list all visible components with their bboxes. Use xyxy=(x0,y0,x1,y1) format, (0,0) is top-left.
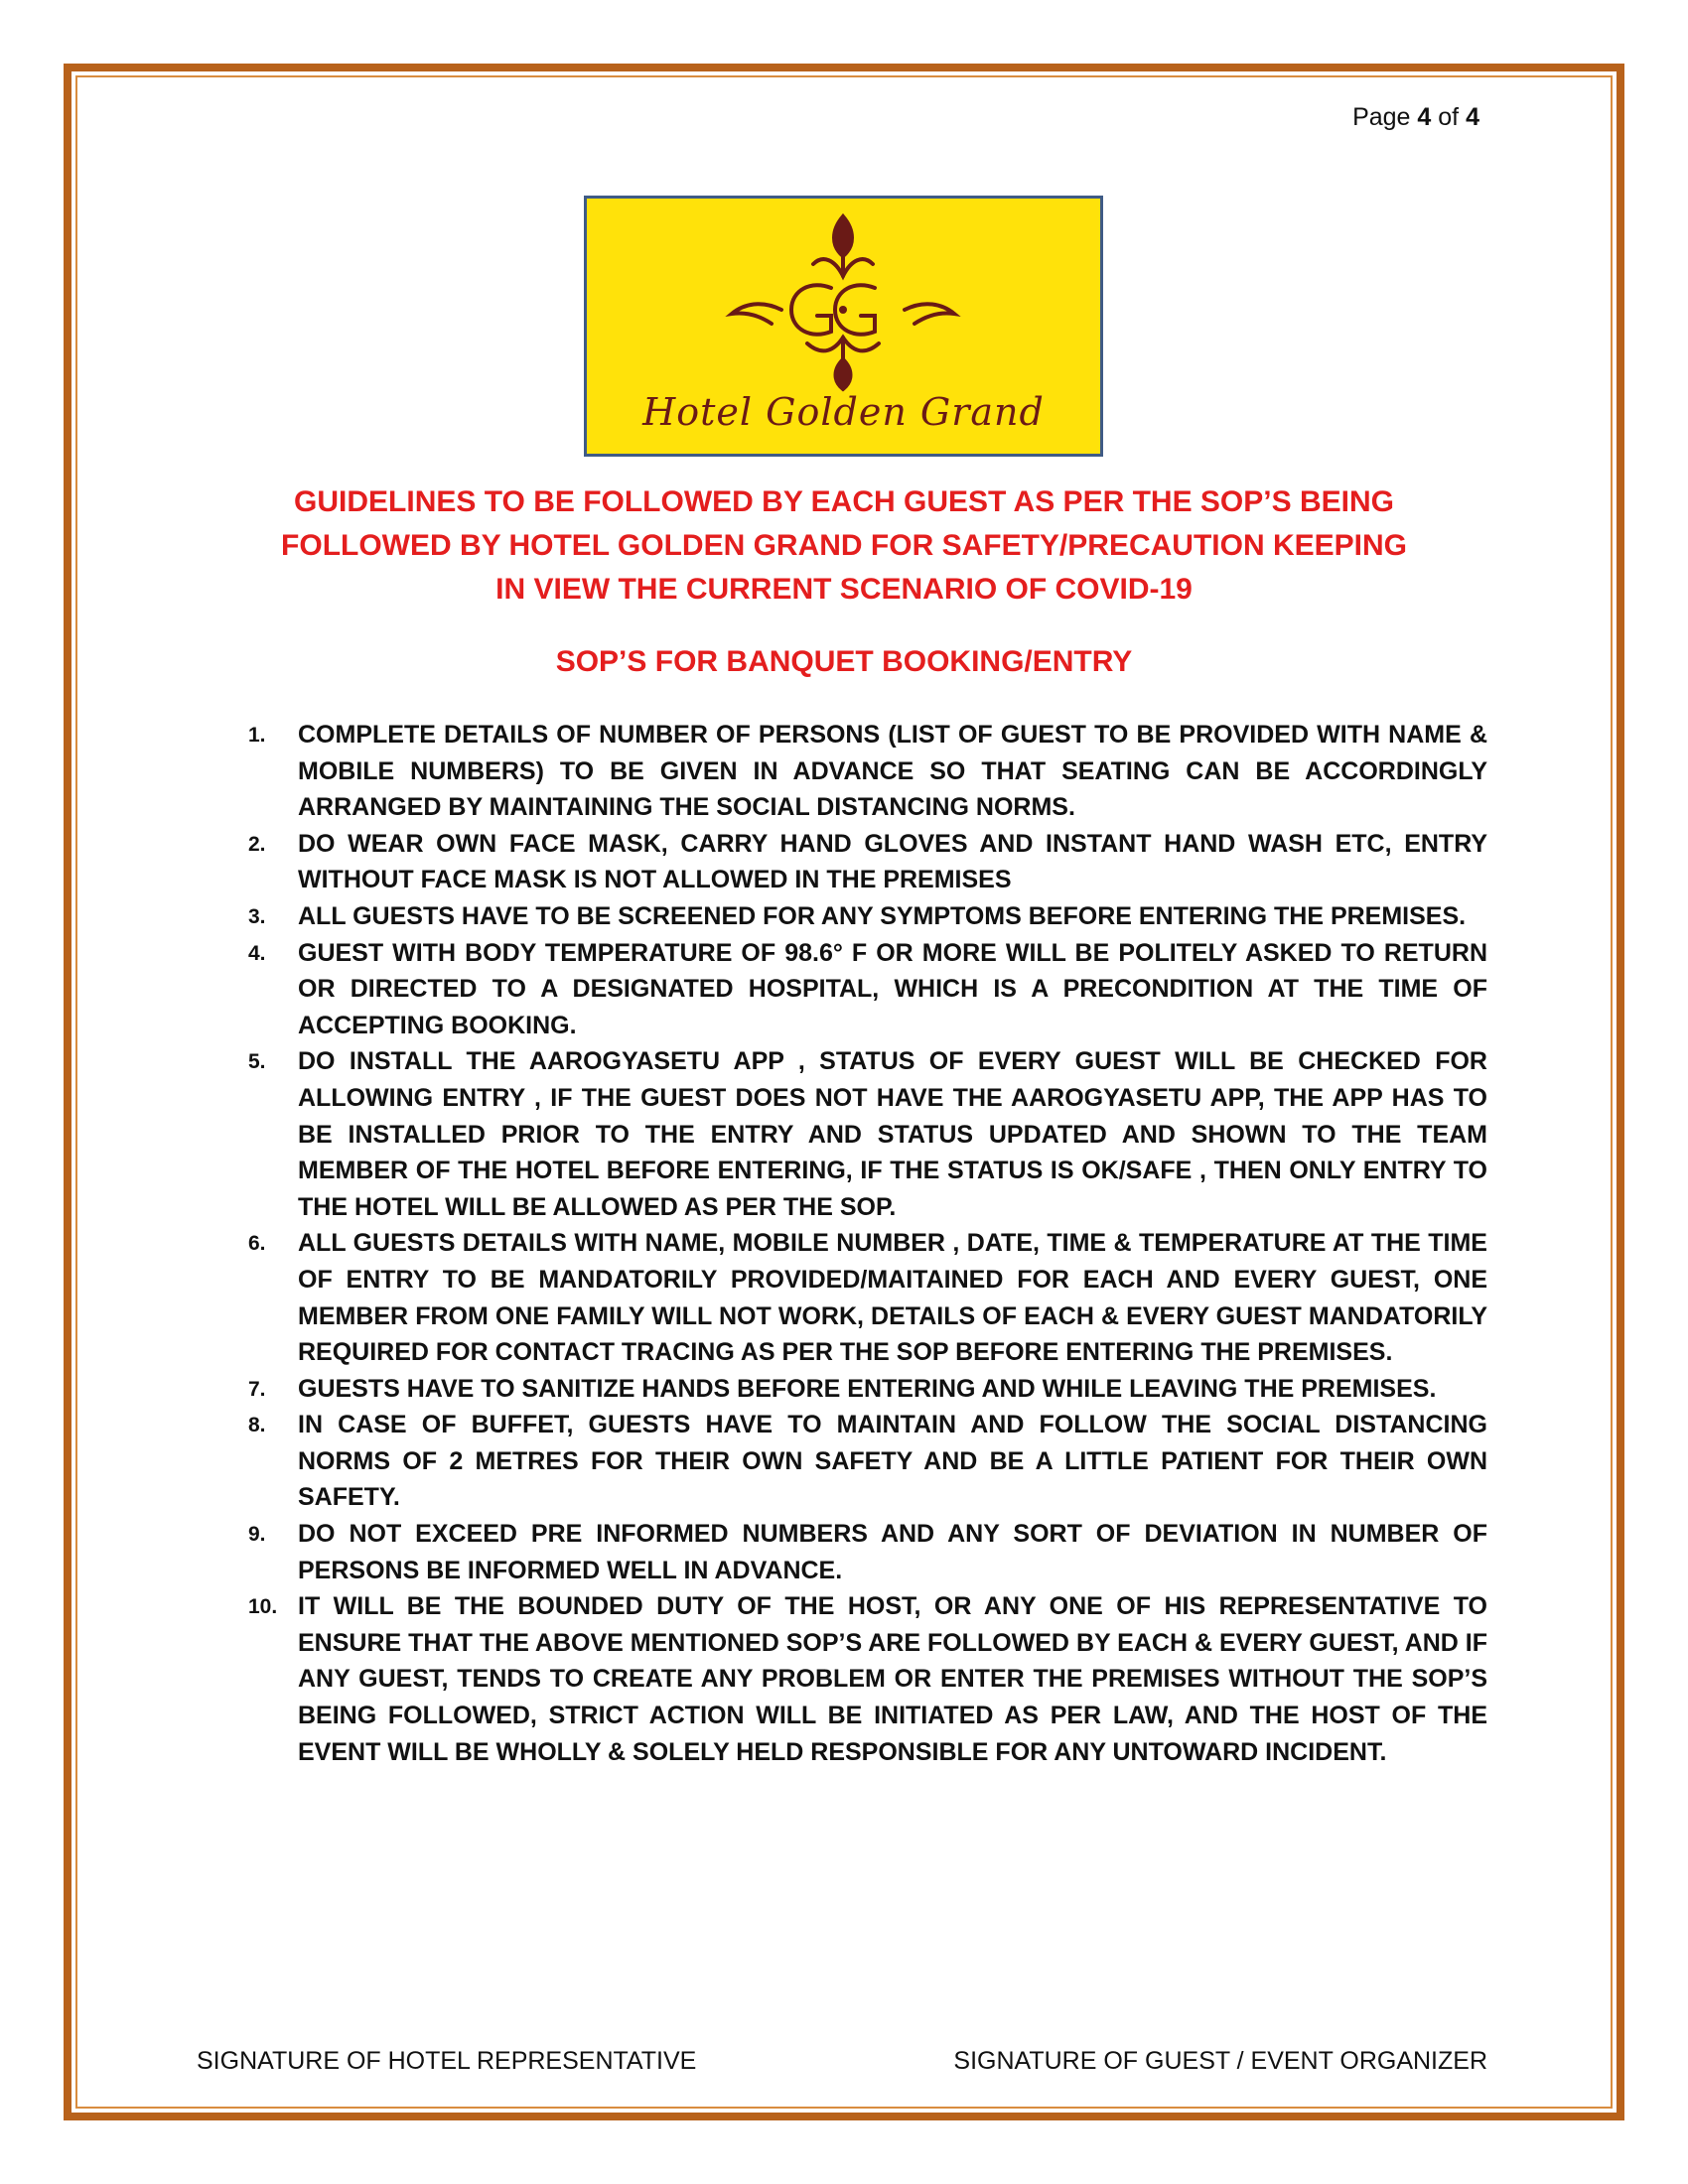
heading-line-1: GUIDELINES TO BE FOLLOWED BY EACH GUEST AS PER THE SOP’S BEING xyxy=(294,485,1394,518)
list-item xyxy=(228,1588,1487,1770)
list-number: 7. xyxy=(248,1377,266,1401)
page-label: Page xyxy=(1352,103,1411,131)
list-text: GUESTS HAVE TO SANITIZE HANDS BEFORE ENTERING AND WHILE LEAVING THE PREMISES. xyxy=(298,1374,1437,1403)
list-item xyxy=(228,1516,1487,1588)
hotel-logo xyxy=(584,196,1103,457)
heading-line-2: FOLLOWED BY HOTEL GOLDEN GRAND FOR SAFETY/PRECAUTION KEEPING xyxy=(281,529,1407,562)
list-number: 5. xyxy=(248,1050,266,1074)
list-text: DO WEAR OWN FACE MASK, CARRY HAND GLOVES AND INSTANT HAND WASH ETC, ENTRY WITHOUT FACE MASK IS NOT ALLOWED IN THE PREMISES xyxy=(298,829,1487,894)
guidelines-list xyxy=(228,717,1487,1770)
list-text: IT WILL BE THE BOUNDED DUTY OF THE HOST, OR ANY ONE OF HIS REPRESENTATIVE TO ENSURE THAT THE ABOVE MENTIONED SOP’S ARE FOLLOWED BY EACH & EVERY GUEST, AND IF ANY GUEST, TENDS TO CREATE ANY PROBLEM OR ENTER THE PREMISES WITHOUT THE SOP’S BEING FOLLOWED, STRICT ACTION WILL BE INITIATED AS PER LAW, AND THE HOST OF THE EVENT WILL BE WHOLLY & SOLELY HELD RESPONSIBLE FOR ANY UNTOWARD INCIDENT. xyxy=(298,1592,1487,1766)
list-number: 2. xyxy=(248,832,266,856)
list-text: GUEST WITH BODY TEMPERATURE OF 98.6° F OR MORE WILL BE POLITELY ASKED TO RETURN OR DIRECTED TO A DESIGNATED HOSPITAL, WHICH IS A PRECONDITION AT THE TIME OF ACCEPTING BOOKING. xyxy=(298,938,1487,1039)
list-item xyxy=(228,1407,1487,1516)
list-text: COMPLETE DETAILS OF NUMBER OF PERSONS (LIST OF GUEST TO BE PROVIDED WITH NAME & MOBILE NUMBERS) TO BE GIVEN IN ADVANCE SO THAT SEATING CAN BE ACCORDINGLY ARRANGED BY MAINTAINING THE SOCIAL DISTANCING NORMS. xyxy=(298,721,1487,822)
guidelines-heading xyxy=(149,480,1539,612)
list-number: 10. xyxy=(248,1595,278,1619)
page-total: 4 xyxy=(1466,103,1479,131)
logo-wordmark: Hotel Golden Grand xyxy=(642,390,1045,434)
list-number: 1. xyxy=(248,724,266,747)
heading-line-3: IN VIEW THE CURRENT SCENARIO OF COVID-19 xyxy=(495,573,1193,606)
list-number: 8. xyxy=(248,1414,266,1437)
list-item xyxy=(228,717,1487,826)
list-text: ALL GUESTS DETAILS WITH NAME, MOBILE NUMBER , DATE, TIME & TEMPERATURE AT THE TIME OF ENTRY TO BE MANDATORILY PROVIDED/MAITAINED FOR EACH AND EVERY GUEST, ONE MEMBER FROM ONE FAMILY WILL NOT WORK, DETAILS OF EACH & EVERY GUEST MANDATORILY REQUIRED FOR CONTACT TRACING AS PER THE SOP BEFORE ENTERING THE PREMISES. xyxy=(298,1229,1487,1367)
list-text: DO INSTALL THE AAROGYASETU APP , STATUS OF EVERY GUEST WILL BE CHECKED FOR ALLOWING ENTRY , IF THE GUEST DOES NOT HAVE THE AAROGYASETU APP, THE APP HAS TO BE INSTALLED PRIOR TO THE ENTRY AND STATUS UPDATED AND SHOWN TO THE TEAM MEMBER OF THE HOTEL BEFORE ENTERING, IF THE STATUS IS OK/SAFE , THEN ONLY ENTRY TO THE HOTEL WILL BE ALLOWED AS PER THE SOP. xyxy=(298,1047,1487,1221)
list-item xyxy=(228,935,1487,1044)
section-title: SOP’S FOR BANQUET BOOKING/ENTRY xyxy=(555,645,1133,678)
list-item xyxy=(228,1225,1487,1370)
list-item xyxy=(228,826,1487,898)
hotel-signature-label: SIGNATURE OF HOTEL REPRESENTATIVE xyxy=(197,2047,697,2075)
list-number: 4. xyxy=(248,941,266,965)
list-item xyxy=(228,1043,1487,1225)
list-text: DO NOT EXCEED PRE INFORMED NUMBERS AND ANY SORT OF DEVIATION IN NUMBER OF PERSONS BE INFORMED WELL IN ADVANCE. xyxy=(298,1520,1487,1584)
list-number: 9. xyxy=(248,1523,266,1547)
list-item xyxy=(228,898,1487,935)
list-number: 6. xyxy=(248,1232,266,1256)
guest-signature-label: SIGNATURE OF GUEST / EVENT ORGANIZER xyxy=(953,2047,1487,2075)
list-number: 3. xyxy=(248,904,266,928)
list-text: IN CASE OF BUFFET, GUESTS HAVE TO MAINTAIN AND FOLLOW THE SOCIAL DISTANCING NORMS OF 2 METRES FOR THEIR OWN SAFETY AND BE A LITTLE PATIENT FOR THEIR OWN SAFETY. xyxy=(298,1411,1487,1512)
list-item xyxy=(228,1371,1487,1408)
page-number xyxy=(1352,103,1479,132)
page-of: of xyxy=(1438,103,1460,131)
list-text: ALL GUESTS HAVE TO BE SCREENED FOR ANY SYMPTOMS BEFORE ENTERING THE PREMISES. xyxy=(298,901,1467,930)
page-current: 4 xyxy=(1417,103,1432,131)
